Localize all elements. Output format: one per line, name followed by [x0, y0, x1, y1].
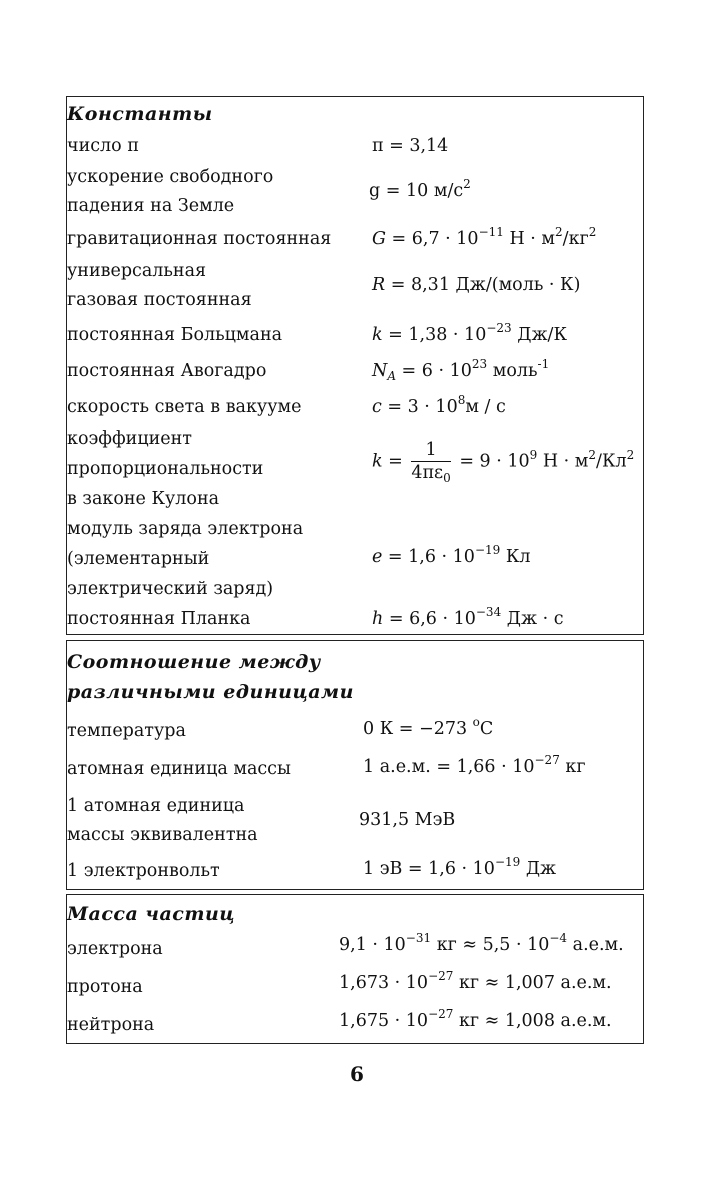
constant-label-line2: падения на Земле [67, 196, 235, 216]
relation-value: 1 а.е.м. = $1,66 \cdot 10^{-27}$ кг [363, 753, 586, 777]
constant-row-pi [67, 132, 643, 162]
constant-label: скорость света в вакууме [67, 397, 302, 417]
relation-value: 1 эВ = $1,6 \cdot 10^{-19}$ Дж [363, 855, 557, 879]
constant-row-avogadro [67, 357, 643, 387]
relation-row-electronvolt [67, 857, 643, 887]
constants-table [66, 96, 644, 635]
mass-row-electron [67, 931, 643, 965]
mass-value: $1,673 \cdot 10^{-27}$ кг ≈ 1,007 а.е.м. [339, 969, 612, 993]
relation-label: атомная единица массы [67, 759, 291, 779]
constant-row-R [67, 257, 643, 317]
mass-row-neutron [67, 1007, 643, 1041]
constant-label: гравитационная постоянная [67, 229, 332, 249]
relation-label-line2: массы эквивалентна [67, 825, 258, 845]
constant-label-line1: универсальная [67, 261, 207, 281]
constant-value: g = 10 $м/с^2$ [369, 177, 471, 201]
mass-label: нейтрона [67, 1015, 155, 1035]
relation-label-line1: 1 атомная единица [67, 796, 245, 816]
relations-title-line1: Соотношение между [67, 651, 321, 673]
constant-label: число π [67, 136, 139, 156]
relations-title-line2: различными единицами [67, 681, 354, 703]
relation-row-amu-energy [67, 792, 643, 852]
mass-value: $9,1 \cdot 10^{-31}$ кг ≈ $5,5 \cdot 10^{-4}$ а.е.м. [339, 931, 624, 955]
constant-label-line1: ускорение свободного [67, 167, 274, 187]
constants-title: Константы [67, 103, 213, 125]
constant-label-line2: пропорциональности [67, 459, 264, 479]
constant-label: постоянная Авогадро [67, 361, 267, 381]
masses-title: Масса частиц [67, 903, 236, 925]
relation-row-temperature [67, 717, 643, 747]
constant-label-line2: газовая постоянная [67, 290, 252, 310]
relation-row-amu [67, 755, 643, 785]
constant-label-line3: в законе Кулона [67, 489, 220, 509]
constant-value: π = 3,14 [372, 136, 449, 156]
constant-row-coulomb [67, 425, 643, 515]
constant-label: постоянная Больцмана [67, 325, 283, 345]
constant-row-g [67, 163, 643, 223]
relation-label: температура [67, 721, 186, 741]
fraction: $\frac{1}{4\pi\varepsilon_0}$ [411, 440, 451, 485]
constant-row-electron-charge [67, 515, 643, 605]
constant-row-G [67, 225, 643, 255]
constant-label-line2: (элементарный [67, 549, 210, 569]
relation-label: 1 электронвольт [67, 861, 220, 881]
constant-row-planck [67, 605, 643, 635]
constant-label: постоянная Планка [67, 609, 251, 629]
constant-label-line1: коэффициент [67, 429, 192, 449]
mass-row-proton [67, 969, 643, 1003]
constant-value: $e = 1,6 \cdot 10^{-19}$ Кл [372, 543, 531, 567]
mass-label: электрона [67, 939, 163, 959]
constant-value: $h = 6,6 \cdot 10^{-34}$ Дж · с [372, 605, 564, 629]
mass-label: протона [67, 977, 143, 997]
mass-value: $1,675 \cdot 10^{-27}$ кг ≈ 1,008 а.е.м. [339, 1007, 612, 1031]
constant-label-line3: электрический заряд) [67, 579, 274, 599]
particle-mass-table [66, 894, 644, 1044]
relation-value: 931,5 МэВ [359, 810, 456, 830]
constant-value: R = 8,31 Дж/(моль · К) [372, 275, 581, 295]
relation-value: 0 К = −273 $^o$С [363, 715, 494, 739]
constant-label-line1: модуль заряда электрона [67, 519, 304, 539]
page-number: 6 [350, 1062, 364, 1086]
unit-relations-table [66, 640, 644, 890]
constant-value: $c = 3 \cdot 10^8м / с$ [372, 393, 506, 417]
constant-value: $G = 6,7 \cdot 10^{-11}$ $Н \cdot м^2/кг^2$ [372, 225, 597, 249]
constant-value: k = $\frac{1}{4\pi\varepsilon_0}$ = $9 \cdot 10^9$ $Н \cdot м^2/Кл^2$ [372, 440, 635, 485]
constant-value: $N_A = 6 \cdot 10^{23}$ моль$^{-1}$ [372, 357, 550, 383]
constant-row-boltzmann [67, 321, 643, 351]
constant-value: $k = 1,38 \cdot 10^{-23}$ Дж/К [372, 321, 567, 345]
constant-row-c [67, 393, 643, 423]
